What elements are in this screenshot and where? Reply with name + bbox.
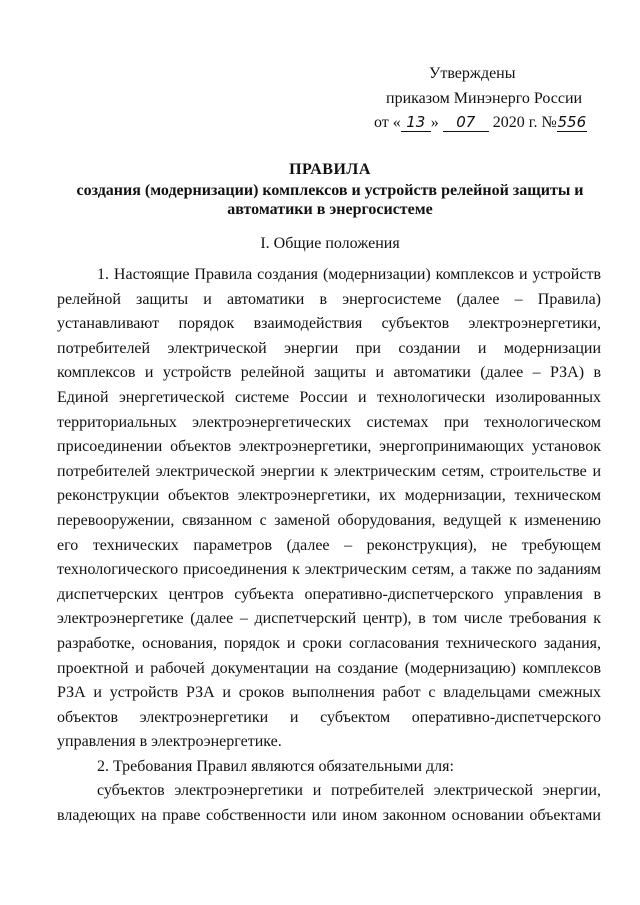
- date-quote-close: »: [430, 114, 439, 132]
- paragraph-1: 1. Настоящие Правила создания (модернизации) комплексов и устройств релейной защиты и автоматики в энергосистеме (далее – Правила) устанавливают порядок взаимодействия субъектов электроэнергетики, потребителей электрической энергии при создании и модернизации комплексов и устройств релейной защиты и автоматики (далее – РЗА) в Единой энергетической системе России и технологически изолированных территориальных электроэнергетических системах при технологическом присоединении объектов электроэнергетики, энергопринимающих установок потребителей электрической энергии к электрическим сетям, строительстве и реконструкции объектов электроэнергетики, их модернизации, техническом перевооружении, связанном с заменой оборудования, ведущей к изменению его технических параметров (далее – реконструкция), не требующем технологического присоединения к электрическим сетям, а также по заданиям диспетчерских центров субъекта оперативно-диспетчерского управления в электроэнергетике (далее – диспетчерский центр), в том числе требования к разработке, основания, порядок и сроки согласования технического задания, проектной и рабочей документации на создание (модернизацию) комплексов РЗА и устройств РЗА и сроков выполнения работ с владельцами смежных объектов электроэнергетики и субъектом оперативно-диспетчерского управления в электроэнергетике.: [57, 266, 601, 751]
- approval-issuer: приказом Минэнерго России: [386, 89, 583, 107]
- section-heading: I. Общие положения: [260, 235, 400, 252]
- date-prefix: от «: [374, 114, 401, 132]
- approval-block: [374, 62, 604, 136]
- approval-heading: Утверждены: [429, 65, 516, 82]
- body-text: [57, 263, 601, 829]
- document-title: [60, 160, 600, 219]
- approval-date-line: [374, 111, 604, 136]
- date-year-number: 2020 г. №: [492, 114, 557, 132]
- paragraph-3: субъектов электроэнергетики и потребителей электрической энергии, владеющих на праве собственности или ином законном основании объектами: [57, 782, 601, 825]
- title-subtitle: создания (модернизации) комплексов и устройств релейной защиты и автоматики в энергосистеме: [76, 182, 584, 218]
- paragraph-2: 2. Требования Правил являются обязательными для:: [97, 757, 454, 775]
- handwritten-day: 13: [401, 113, 431, 132]
- title-main: ПРАВИЛА: [289, 161, 371, 178]
- handwritten-order-number: 556: [557, 113, 587, 132]
- handwritten-month: 07: [443, 113, 489, 132]
